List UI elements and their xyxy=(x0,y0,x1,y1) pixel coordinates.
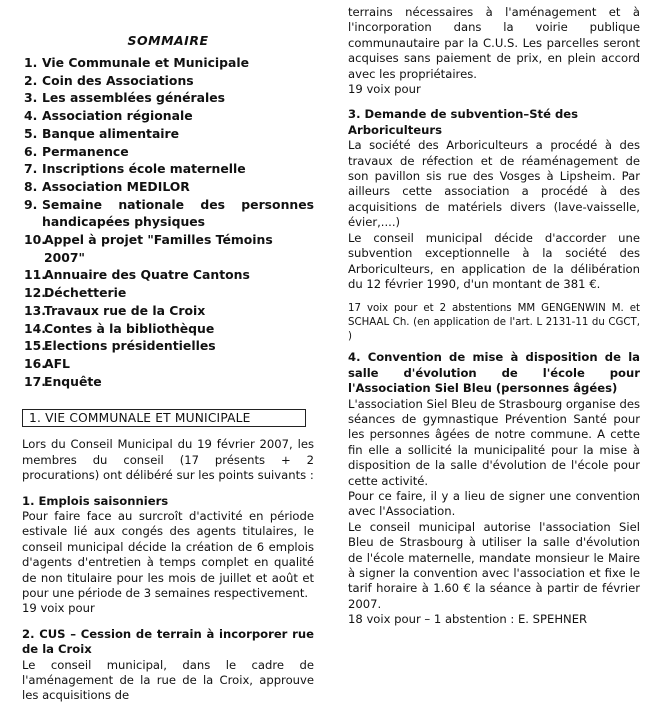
item3-vote: 17 voix pour et 2 abstentions MM GENGENWIN M. et SCHAAL Ch. (en application de l'art. L 2131-11 du CGCT, ) xyxy=(348,303,640,343)
toc-item xyxy=(22,107,314,125)
item1-text: Pour faire face au surcroît d'activité en période estivale lié aux congés des agents titulaires, le conseil municipal décide la création de 6 emplois d'agents d'entretien à temps complet en qualité de non titulaire pour les mois de juillet et août et pour une période de 3 semaines respectivement. xyxy=(22,508,314,601)
toc-item-number: 1. xyxy=(24,55,38,70)
item4-text2: Pour ce faire, il y a lieu de signer une convention avec l'Association. xyxy=(348,488,640,519)
toc-item xyxy=(22,373,314,391)
toc-item xyxy=(22,54,314,72)
toc-item xyxy=(22,89,314,107)
toc-item xyxy=(22,143,314,161)
toc-item xyxy=(22,160,314,178)
item3-title: 3. Demande de subvention–Sté des Arboriculteurs xyxy=(348,107,579,137)
toc-item-label: Permanence xyxy=(42,143,129,159)
toc-item-number: 13. xyxy=(24,302,46,318)
toc-item-number: 10. xyxy=(24,232,46,248)
toc-item-label: Coin des Associations xyxy=(42,72,194,88)
toc-item-label: Les assemblées générales xyxy=(42,90,226,106)
toc-item xyxy=(22,355,314,373)
item4-title: 4. Convention de mise à disposition de la salle d'évolution de l'école pour l'Association Siel Bleu (personnes âgées) xyxy=(348,350,640,396)
table-of-contents xyxy=(22,54,314,390)
item1-vote: 19 voix pour xyxy=(22,601,95,616)
toc-item-number: 17. xyxy=(24,373,46,389)
toc-item-label: Annuaire des Quatre Cantons xyxy=(44,267,250,283)
toc-item xyxy=(22,231,314,266)
toc-item-number: 8. xyxy=(24,178,38,194)
toc-item-number: 11. xyxy=(24,267,46,283)
toc-item-number: 5. xyxy=(24,125,38,141)
item3-text2: Le conseil municipal décide d'accorder une subvention exceptionnelle à la société des Arboriculteurs, en application de la délibération du 12 février 1990, d'un montant de 381 €. xyxy=(348,230,640,291)
toc-item-number: 16. xyxy=(24,355,46,371)
toc-item-number: 9. xyxy=(24,196,38,212)
right-column xyxy=(348,0,640,628)
item2-vote: 19 voix pour xyxy=(348,82,421,97)
toc-item-number: 6. xyxy=(24,143,38,159)
toc-item-number: 12. xyxy=(24,285,46,301)
sommaire-title: SOMMAIRE xyxy=(127,33,209,48)
toc-item xyxy=(22,178,314,196)
toc-item-label: Déchetterie xyxy=(44,285,127,301)
item1-title: 1. Emplois saisonniers xyxy=(22,493,169,508)
item4-text3: Le conseil municipal autorise l'association Siel Bleu de Strasbourg à utiliser la salle d'évolution de l'école maternelle, mandate monsieur le Maire à signer la convention avec l'association et fixe le tarif horaire à 1.60 € la séance à partir de février 2007. xyxy=(348,519,640,611)
left-column xyxy=(22,0,314,704)
item3-text: La société des Arboriculteurs a procédé à des travaux de réfection et de réaménagement de son pavillon sis rue des Vosges à Lipsheim. Par ailleurs cette association a procédé à des acquisitions de matériels divers (lave-vaisselle, évier,....) xyxy=(348,138,640,230)
toc-item-label: Association régionale xyxy=(42,108,193,124)
item2-title: 2. CUS – Cession de terrain à incorporer rue de la Croix xyxy=(22,626,314,657)
toc-item xyxy=(22,125,314,143)
toc-item-label: AFL xyxy=(44,355,70,371)
toc-item xyxy=(22,337,314,355)
toc-item-label: Vie Communale et Municipale xyxy=(42,55,250,70)
item2-continued: terrains nécessaires à l'aménagement et à l'incorporation dans la voirie publique communautaire par la C.U.S. Les parcelles seront acquises sans paiement de prix, en plein accord avec les propriétaires. xyxy=(348,5,640,81)
toc-item-label: Semaine nationale des personnes handicapées physiques xyxy=(42,196,314,230)
toc-item xyxy=(22,302,314,320)
item4-text: L'association Siel Bleu de Strasbourg organise des séances de gymnastique Prévention Santé pour les personnes âgées de notre commune. A cette fin elle a sollicité la municipalité pour la mise à disposition de la salle d'évolution de l'école pour cette activité. xyxy=(348,396,640,488)
toc-item-label: Appel à projet "Familles Témoins 2007" xyxy=(44,232,273,265)
toc-item xyxy=(22,266,314,284)
item2-text: Le conseil municipal, dans le cadre de l'aménagement de la rue de la Croix, approuve les acquisitions de xyxy=(22,657,314,703)
toc-item xyxy=(22,284,314,302)
toc-item-label: Banque alimentaire xyxy=(42,125,180,141)
toc-item-number: 3. xyxy=(24,90,38,106)
toc-item-label: Travaux rue de la Croix xyxy=(44,302,206,318)
toc-item xyxy=(22,72,314,90)
toc-item-number: 4. xyxy=(24,108,38,124)
toc-item-label: Association MEDILOR xyxy=(42,178,190,194)
toc-item-number: 7. xyxy=(24,161,38,177)
toc-item xyxy=(22,196,314,231)
toc-item-number: 14. xyxy=(24,320,46,336)
toc-item-label: Inscriptions école maternelle xyxy=(42,161,246,177)
item4-vote: 18 voix pour – 1 abstention : E. SPEHNER xyxy=(348,612,588,627)
toc-item-label: Enquête xyxy=(44,373,102,389)
section-heading: 1. VIE COMMUNALE ET MUNICIPALE xyxy=(22,409,306,427)
toc-item-label: Contes à la bibliothèque xyxy=(44,320,215,336)
toc-item-label: Elections présidentielles xyxy=(44,338,216,354)
section-intro: Lors du Conseil Municipal du 19 février 2007, les membres du conseil (17 présents + 2 procurations) ont délibéré sur les points suivants : xyxy=(22,437,314,483)
toc-item-number: 15. xyxy=(24,338,46,354)
toc-item xyxy=(22,320,314,338)
toc-item-number: 2. xyxy=(24,72,38,88)
